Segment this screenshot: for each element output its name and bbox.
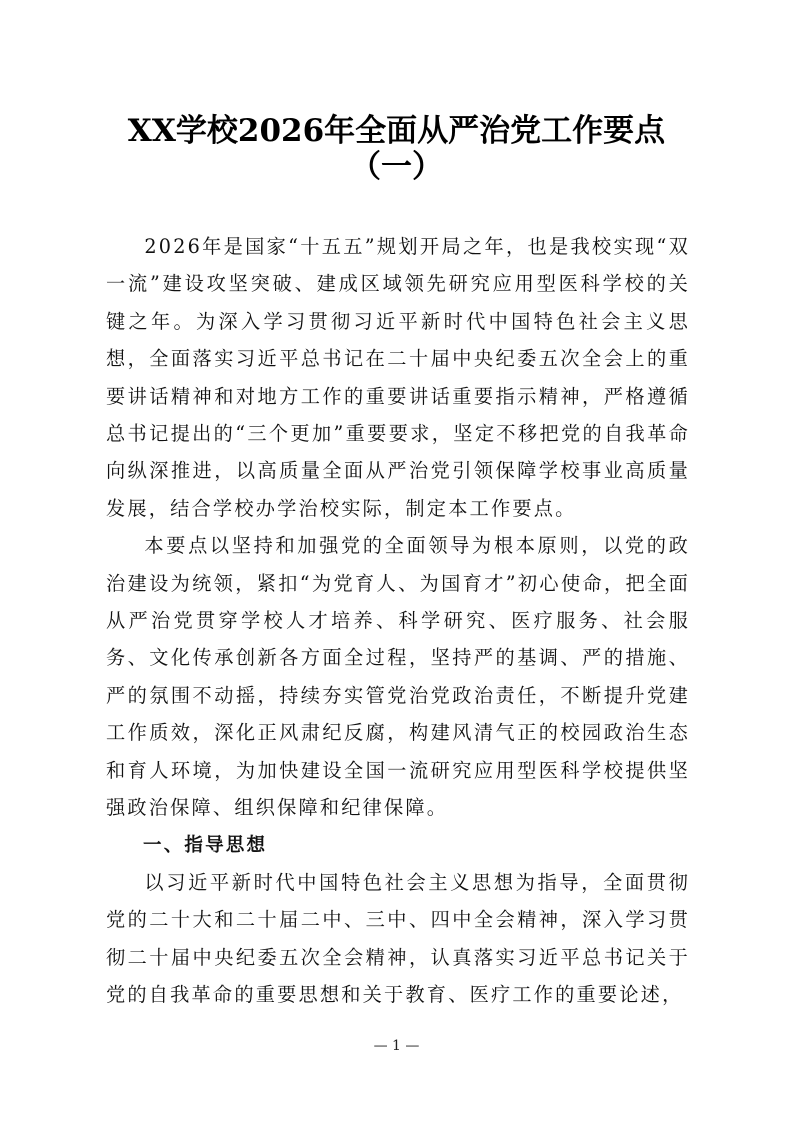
section-heading-guiding-ideology: 一、指导思想 <box>143 834 268 856</box>
document-subtitle: （一） <box>350 149 443 185</box>
page-number: — 1 — <box>373 1038 420 1054</box>
intro-paragraph: 2026年是国家“十五五”规划开局之年，也是我校实现“双一流”建设攻坚突破、建成区域领先研究应用型医科学校的关键之年。为深入学习贯彻习近平新时代中国特色社会主义思想，全面落实习近平总书记在二十届中央纪委五次全会上的重要讲话精神和对地方工作的重要讲话重要指示精神，严格遵循总书记提出的“三个更加”重要要求，坚定不移把党的自我革命向纵深推进，以高质量全面从严治党引领保障学校事业高质量发展，结合学校办学治校实际，制定本工作要点。 <box>106 235 690 520</box>
guiding-ideology-paragraph: 以习近平新时代中国特色社会主义思想为指导，全面贯彻党的二十大和二十届二中、三中、四中全会精神，深入学习贯彻二十届中央纪委五次全会精神，认真落实习近平总书记关于党的自我革命的重要思想和关于教育、医疗工作的重要论述， <box>106 870 690 1007</box>
document-title: XX学校2026年全面从严治党工作要点 <box>127 113 666 149</box>
document-body <box>106 228 690 1014</box>
principles-paragraph: 本要点以坚持和加强党的全面领导为根本原则，以党的政治建设为统领，紧扣“为党育人、为国育才”初心使命，把全面从严治党贯穿学校人才培养、科学研究、医疗服务、社会服务、文化传承创新各方面全过程，坚持严的基调、严的措施、严的氛围不动摇，持续夯实管党治党政治责任，不断提升党建工作质效，深化正风肃纪反腐，构建风清气正的校园政治生态和育人环境，为加快建设全国一流研究应用型医科学校提供坚强政治保障、组织保障和纪律保障。 <box>106 534 690 820</box>
